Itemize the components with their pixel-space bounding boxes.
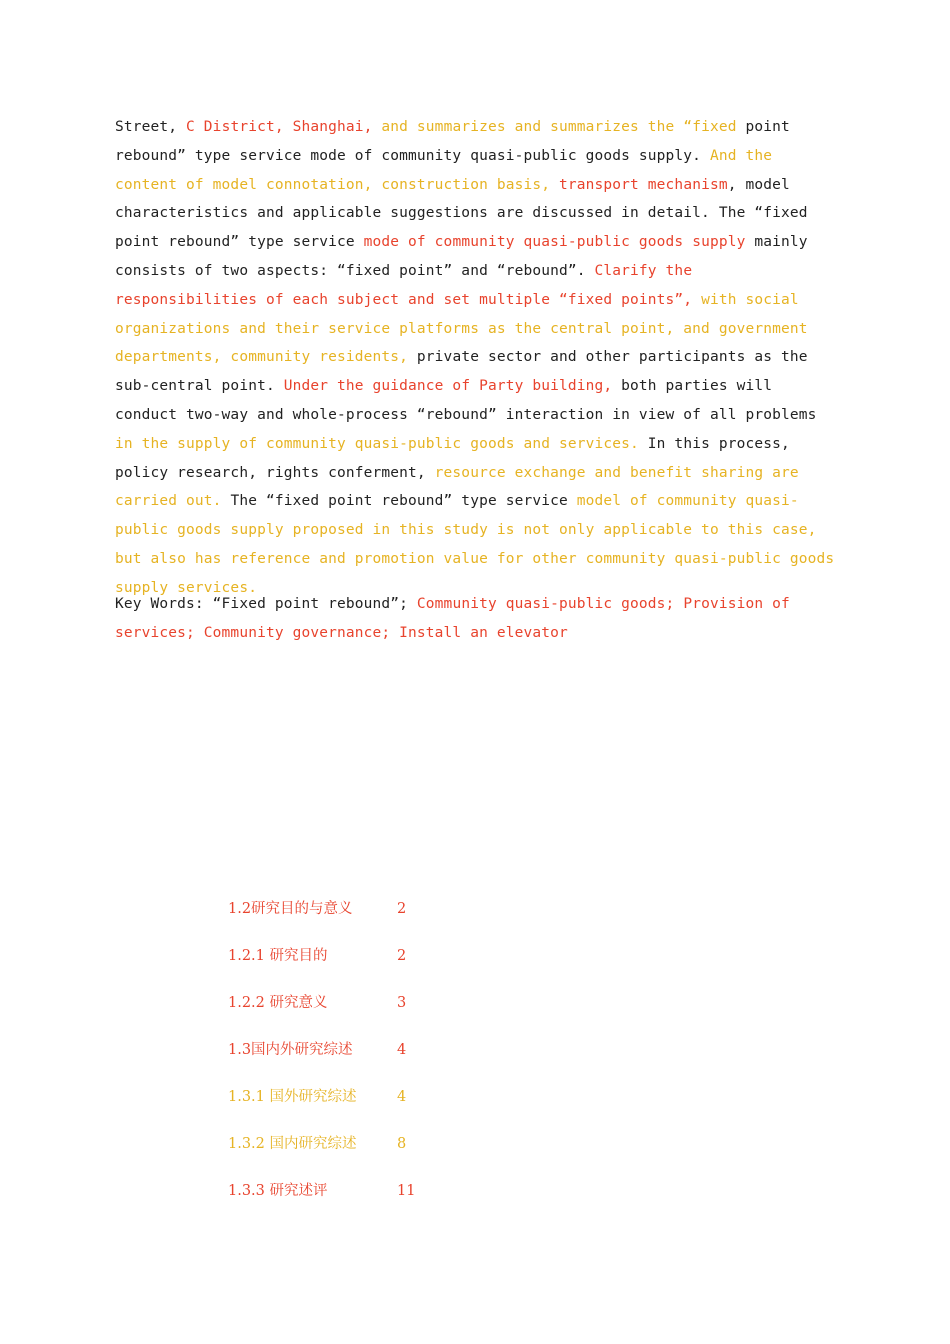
toc-entry[interactable]	[228, 988, 528, 1035]
toc-entry-title: 1.2.1 研究目的	[228, 948, 328, 964]
abstract-text-segment: both parties will conduct two-way and whole-process “rebound” interaction in view of all problems	[115, 378, 817, 423]
abstract-text-segment: Clarify the responsibilities of each subject and set multiple “fixed points”,	[115, 262, 702, 308]
toc-entry-page-number: 8	[397, 1136, 407, 1152]
abstract-text-segment: transport mechanism	[559, 176, 728, 193]
abstract-text-segment: In this process, policy research, rights conferment,	[115, 435, 790, 481]
toc-entry-page-number: 2	[397, 901, 407, 917]
keywords-text-segment: Community quasi-public goods; Provision of services; Community governance; Install an elevator	[115, 596, 790, 641]
toc-entry-page-number: 2	[397, 948, 407, 964]
abstract-text-segment: The “fixed point rebound” type service	[230, 493, 577, 510]
toc-entry-page-number: 4	[397, 1089, 407, 1105]
abstract-text-segment: And the content of model connotation, construction basis,	[115, 147, 773, 193]
keywords-paragraph	[115, 590, 835, 647]
keywords-text-segment: Key Words: “Fixed point rebound”;	[115, 596, 417, 612]
toc-entry-title: 1.3国内外研究综述	[228, 1042, 353, 1058]
abstract-text-segment: point rebound” type service mode of community quasi-public goods supply.	[115, 119, 790, 164]
toc-entry-page-number: 11	[397, 1183, 416, 1199]
toc-entry[interactable]	[228, 1082, 528, 1129]
toc-entry[interactable]	[228, 1035, 528, 1082]
abstract-paragraph	[115, 113, 835, 603]
abstract-text-segment: model of community quasi-public goods supply proposed in this study is not only applicable to this case, but also has reference and promotion value for other community quasi-public goods supply services.	[115, 493, 835, 596]
toc-entry[interactable]	[228, 1129, 528, 1176]
abstract-text-segment: with social organizations and their service platforms as the central point, and government departments, community residents,	[115, 291, 808, 366]
abstract-text-segment: mode of community quasi-public goods supply	[363, 234, 746, 251]
toc-entry-title: 1.3.1 国外研究综述	[228, 1089, 357, 1105]
toc-entry[interactable]	[228, 894, 528, 941]
abstract-text-segment: resource exchange and benefit sharing are carried out.	[115, 464, 799, 510]
abstract-text-segment: mainly consists of two aspects: “fixed point” and “rebound”.	[115, 234, 808, 279]
abstract-text-segment: private sector and other participants as the sub-central point.	[115, 349, 808, 395]
toc-entry-title: 1.2研究目的与意义	[228, 901, 353, 917]
table-of-contents	[228, 894, 528, 1223]
toc-entry-title: 1.2.2 研究意义	[228, 995, 328, 1011]
abstract-text-segment: in the supply of community quasi-public goods and services.	[115, 435, 648, 452]
toc-entry-page-number: 3	[397, 995, 407, 1011]
abstract-text-segment: Street,	[115, 119, 187, 135]
toc-entry[interactable]	[228, 941, 528, 988]
abstract-text-segment: , model characteristics and applicable suggestions are discussed in detail. The “fixed point rebound” type service	[115, 176, 808, 251]
toc-entry[interactable]	[228, 1176, 528, 1223]
abstract-text-segment: and summarizes and summarizes the “fixed	[381, 119, 746, 135]
toc-entry-title: 1.3.2 国内研究综述	[228, 1136, 357, 1152]
abstract-text-segment: Under the guidance of Party building,	[283, 378, 622, 395]
abstract-text-segment: C District, Shanghai,	[186, 119, 382, 135]
toc-entry-title: 1.3.3 研究述评	[228, 1183, 328, 1199]
toc-entry-page-number: 4	[397, 1042, 407, 1058]
